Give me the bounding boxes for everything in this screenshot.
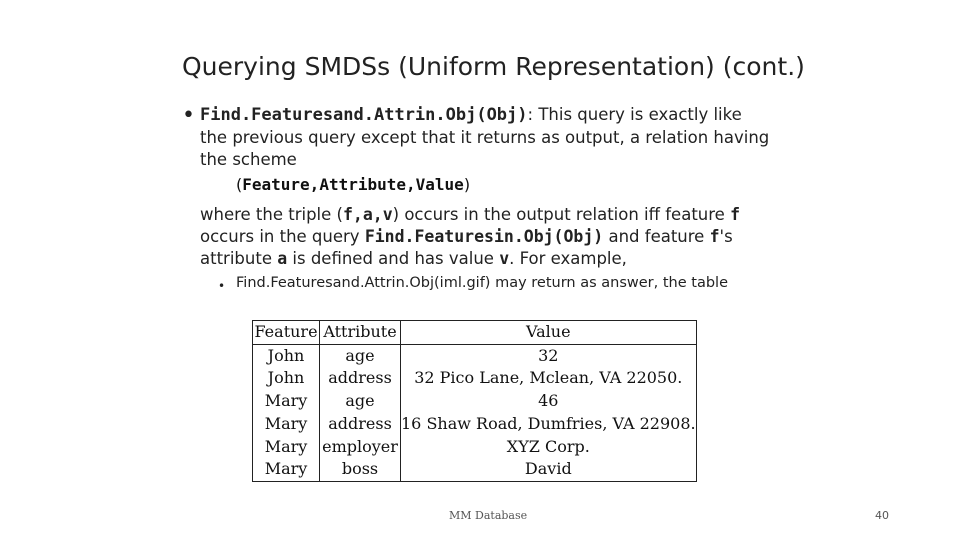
table-cell: Mary (253, 436, 320, 459)
where-text: where the triple ( (200, 205, 343, 224)
table-header-row (253, 321, 697, 345)
table-row (253, 436, 697, 459)
bullet-line-3: the scheme (200, 150, 297, 169)
where-text: and feature (603, 227, 710, 246)
scheme-code: Feature,Attribute,Value (242, 175, 464, 194)
where-text: is defined and has value (287, 249, 500, 268)
where-text: . For example, (509, 249, 627, 268)
where-code: v (499, 249, 510, 268)
column-header: Attribute (320, 321, 401, 345)
where-code: f,a,v (342, 205, 393, 224)
slide-footer: MM Database (449, 509, 528, 522)
bullet-line-1 (200, 105, 742, 125)
where-line-3 (200, 249, 627, 268)
table-cell: Mary (253, 413, 320, 436)
table-row (253, 367, 697, 390)
table-cell: address (320, 413, 401, 436)
result-table (252, 320, 697, 482)
table-cell: 32 (401, 344, 697, 367)
where-text: occurs in the query (200, 227, 365, 246)
table-cell: XYZ Corp. (401, 436, 697, 459)
table-cell: age (320, 390, 401, 413)
relation-scheme (236, 175, 470, 194)
table-cell: Mary (253, 458, 320, 481)
table-cell: boss (320, 458, 401, 481)
table-row (253, 344, 697, 367)
table-cell: John (253, 367, 320, 390)
table-row (253, 390, 697, 413)
query-name-code: Find.Featuresand.Attrin.Obj(Obj) (200, 105, 528, 125)
where-code: Find.Featuresin.Obj(Obj) (364, 227, 604, 246)
column-header: Value (401, 321, 697, 345)
table-row (253, 458, 697, 481)
scheme-close-paren: ) (463, 175, 471, 194)
where-line-2 (200, 227, 733, 246)
table-cell: Mary (253, 390, 320, 413)
sub-bullet-marker: • (218, 279, 226, 293)
where-text: 's (719, 227, 733, 246)
bullet-line-2: the previous query except that it returns as output, a relation having (200, 128, 770, 147)
scheme-open-paren: ( (236, 175, 243, 194)
table-cell: 32 Pico Lane, Mclean, VA 22050. (401, 367, 697, 390)
where-code: f (730, 205, 741, 224)
table-cell: David (401, 458, 697, 481)
slide-title: Querying SMDSs (Uniform Representation) (cont.) (182, 52, 805, 81)
where-line-1 (200, 205, 740, 224)
bullet-marker: • (182, 103, 195, 128)
table-cell: John (253, 344, 320, 367)
table-cell: age (320, 344, 401, 367)
table-cell: address (320, 367, 401, 390)
table-cell: 16 Shaw Road, Dumfries, VA 22908. (401, 413, 697, 436)
where-text: ) occurs in the output relation iff feature (392, 205, 731, 224)
table-row (253, 413, 697, 436)
where-code: f (709, 227, 720, 246)
bullet-desc: : This query is exactly like (527, 105, 742, 124)
page-number: 40 (875, 509, 889, 522)
sub-bullet-text: Find.Featuresand.Attrin.Obj(iml.gif) may return as answer, the table (236, 275, 728, 291)
table-cell: 46 (401, 390, 697, 413)
where-code: a (277, 249, 288, 268)
column-header: Feature (253, 321, 320, 345)
where-text: attribute (200, 249, 278, 268)
table-cell: employer (320, 436, 401, 459)
